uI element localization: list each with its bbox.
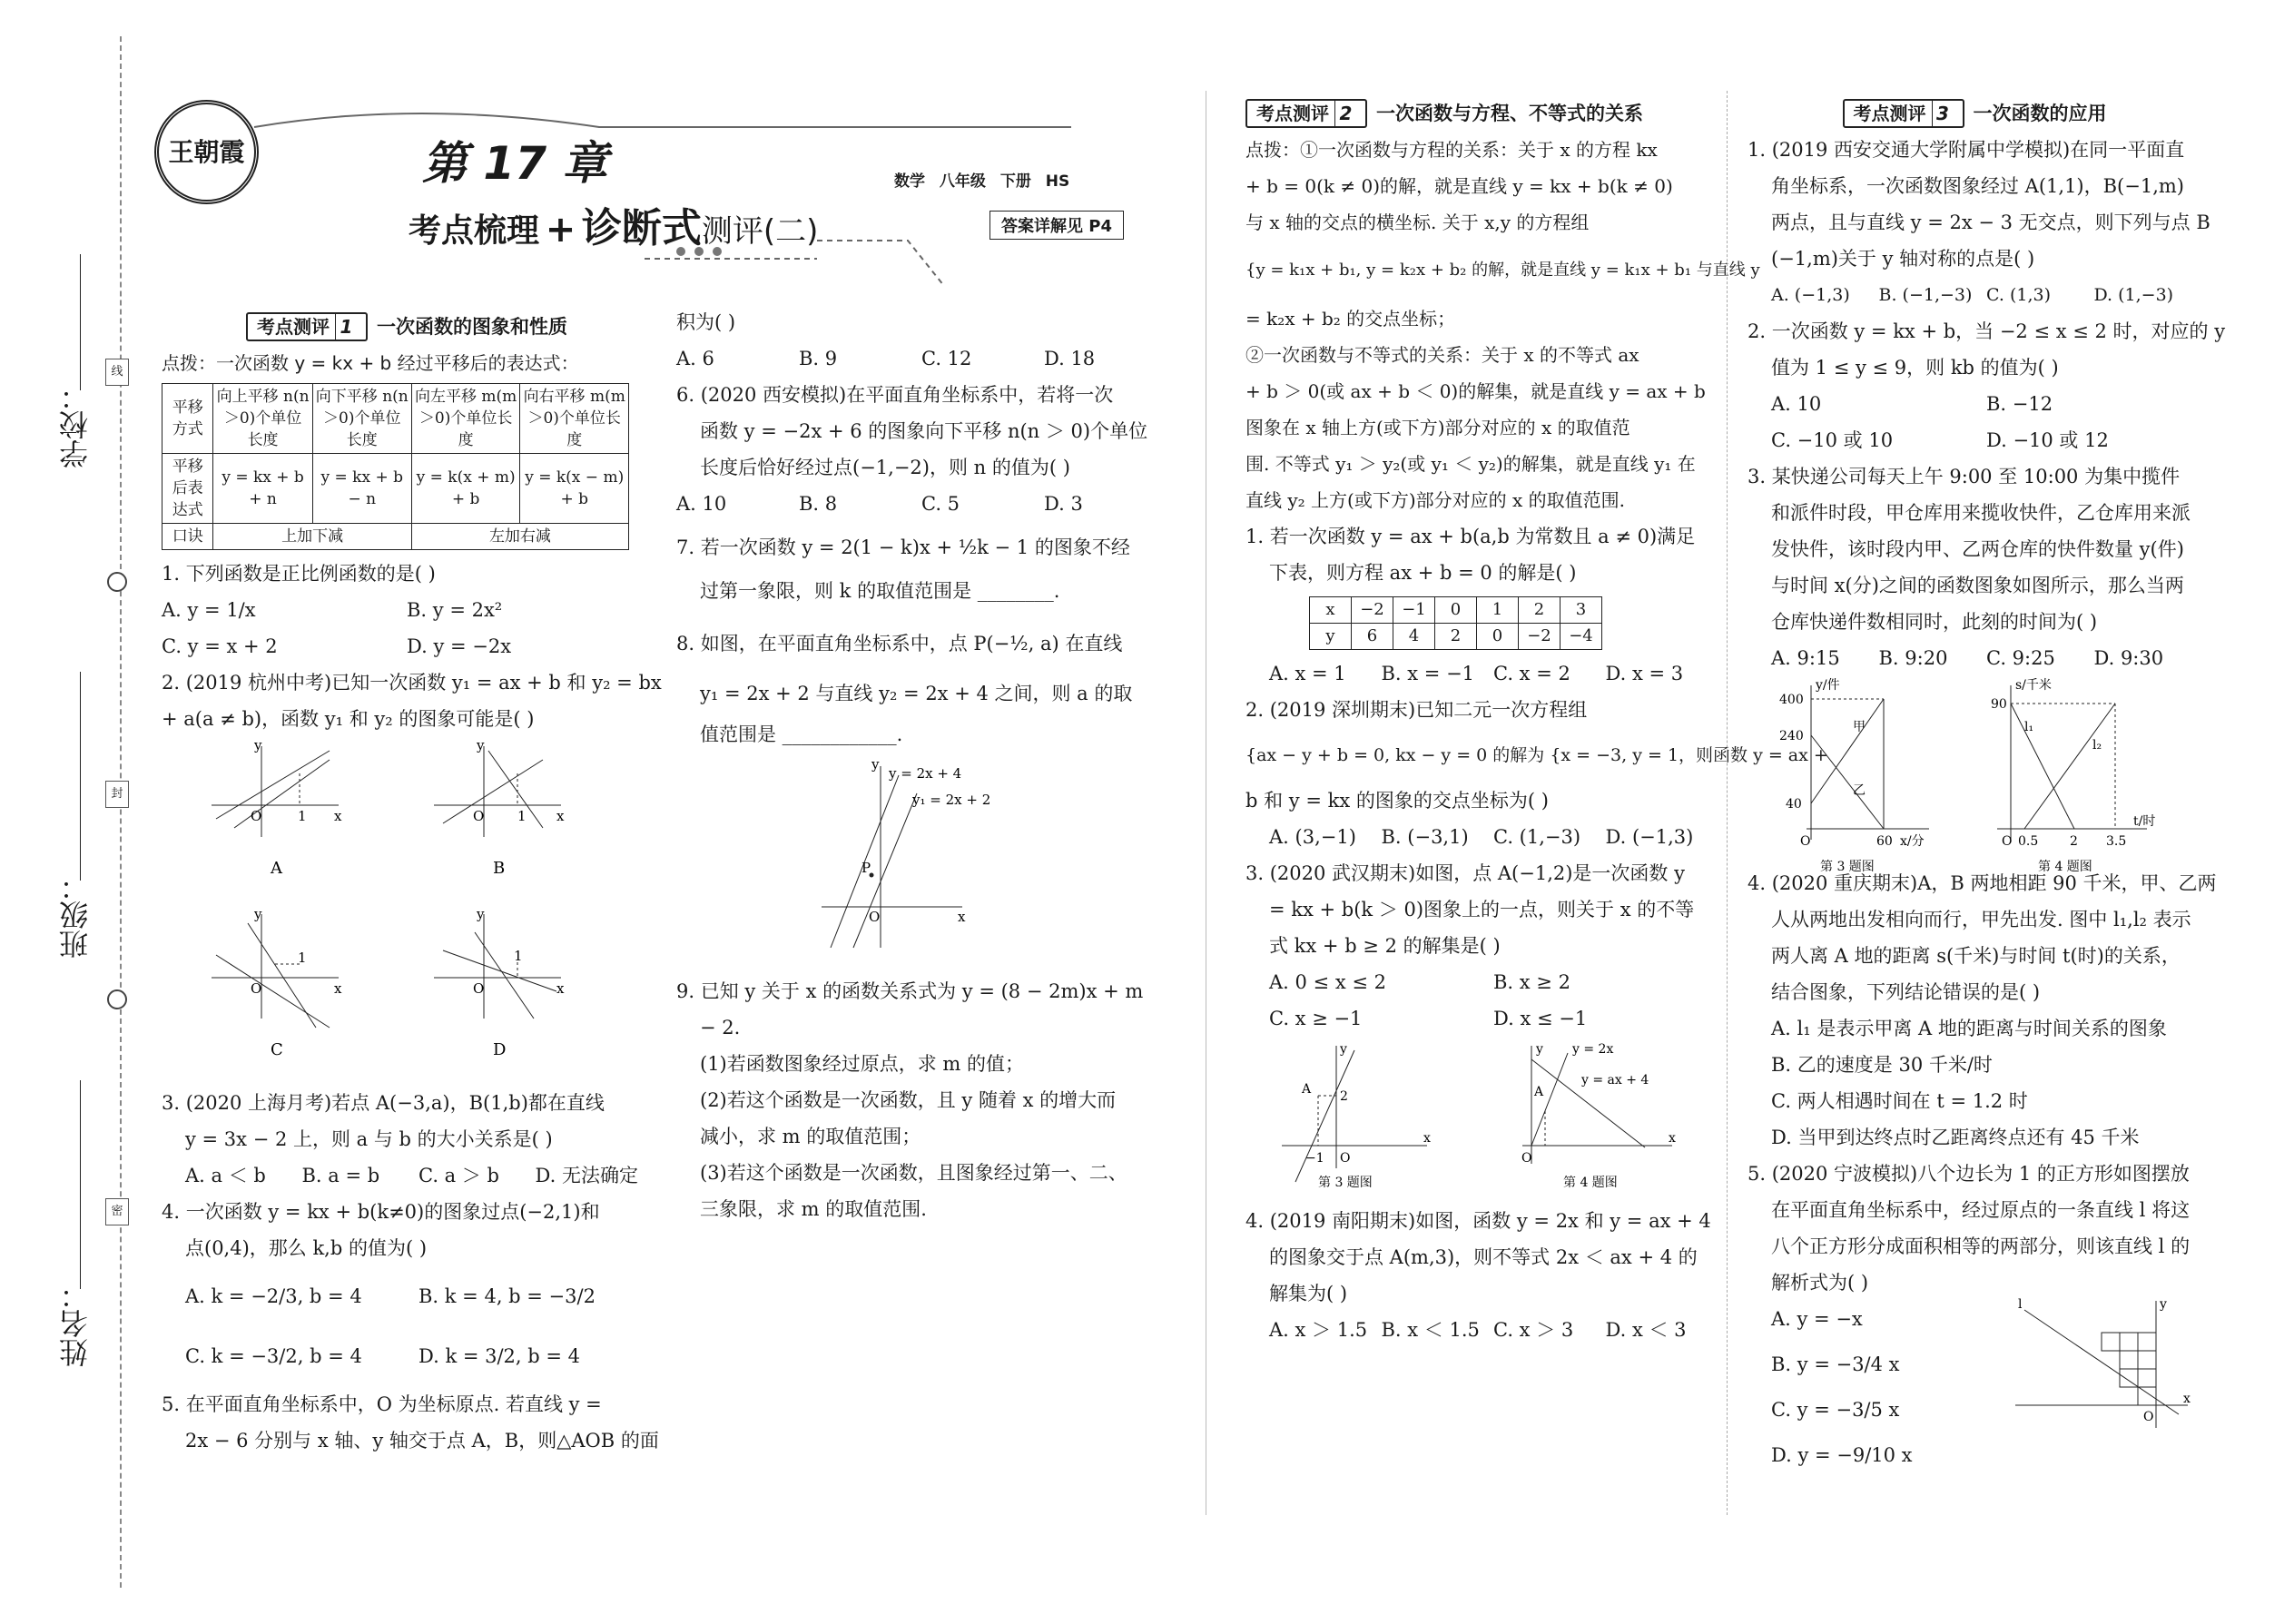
s2-q3-option-b[interactable]: B. x ≥ 2 xyxy=(1493,971,1570,993)
s3-q5-option-b[interactable]: B. y = −3/4 x xyxy=(1771,1353,1900,1375)
svg-text:1: 1 xyxy=(517,808,527,824)
s3-q2-options xyxy=(1748,386,2201,458)
fig-label: l xyxy=(2018,1297,2023,1312)
s3-q2-option-b[interactable]: B. −12 xyxy=(1986,393,2053,415)
q9-part3: (3)若这个函数是一次函数，且图象经过第一、二、 xyxy=(700,1162,1127,1184)
q5-stem: 5. 在平面直角坐标系中，O 为坐标原点. 若直线 y = xyxy=(162,1393,602,1415)
s2-q2-stem: b 和 y = kx 的图象的交点坐标为( ) xyxy=(1245,790,1549,812)
logo-text: 王朝霞 xyxy=(168,137,245,167)
fig-label: t/时 xyxy=(2133,814,2156,829)
table-cell: y = kx + b + n xyxy=(213,454,312,524)
svg-text:O: O xyxy=(251,808,262,824)
graph-c xyxy=(212,906,342,1059)
s2-q3-options xyxy=(1245,964,1718,1037)
table-cell: 平移方式 xyxy=(162,384,213,454)
q4-option-d[interactable]: D. k = 3/2, b = 4 xyxy=(418,1345,581,1367)
graph-label: B xyxy=(493,859,506,878)
graph-label: C xyxy=(271,1040,283,1059)
q1-options xyxy=(162,592,652,664)
title-plus: + xyxy=(545,209,576,251)
fig-label: O xyxy=(1340,1151,1351,1166)
table-cell: 1 xyxy=(1477,597,1519,624)
figure-3 xyxy=(1779,678,1929,874)
svg-text:O: O xyxy=(473,980,485,997)
s3-q1-option-a[interactable]: A. (−1,3) xyxy=(1771,285,1850,305)
s3-q2-stem: 2. 一次函数 y = kx + b，当 −2 ≤ x ≤ 2 时，对应的 y xyxy=(1748,320,2226,342)
s2-q3-option-d[interactable]: D. x ≤ −1 xyxy=(1493,1008,1588,1029)
table-cell: −2 xyxy=(1352,597,1393,624)
section-2-header xyxy=(1245,95,1718,132)
figure-4 xyxy=(1521,1042,1676,1190)
graph-label: D xyxy=(493,1040,507,1059)
q9-stem: 9. 已知 y 关于 x 的函数关系式为 y = (8 − 2m)x + m xyxy=(676,980,1144,1002)
q3-options xyxy=(162,1157,652,1194)
title-part2: 诊断式 xyxy=(581,205,702,251)
section-3-header xyxy=(1748,95,2201,132)
class-label: 班级： xyxy=(58,871,93,959)
q4-stem: 点(0,4)，那么 k,b 的值为( ) xyxy=(185,1237,428,1259)
s3-q5-area xyxy=(1748,1297,2201,1482)
s3-figures xyxy=(1748,676,2201,874)
s3-q5-stem: 解析式为( ) xyxy=(1771,1272,1869,1294)
q1-option-c[interactable]: C. y = x + 2 xyxy=(162,635,278,657)
fig-label: P xyxy=(861,860,871,876)
s3-q1-option-b[interactable]: B. (−1,−3) xyxy=(1878,285,1973,305)
s2-q1-table xyxy=(1309,596,1602,650)
binding-hole xyxy=(107,572,127,592)
q6-option-b[interactable]: B. 8 xyxy=(799,493,838,515)
title-part3: 测评(二) xyxy=(701,213,819,250)
s2-q4-option-a[interactable]: A. x ＞ 1.5 xyxy=(1269,1319,1368,1341)
q4-stem: 4. 一次函数 y = kx + b(k≠0)的图象过点(−2,1)和 xyxy=(162,1201,600,1223)
fig-label: x xyxy=(1423,1131,1431,1146)
s3-q1-option-c[interactable]: C. (1,3) xyxy=(1986,285,2051,305)
fig-label: 乙 xyxy=(1853,783,1866,798)
section-badge xyxy=(246,312,368,341)
tip-line: = k₂x + b₂ 的交点坐标； xyxy=(1245,308,1456,330)
tip-line: {y = k₁x + b₁, y = k₂x + b₂ 的解，就是直线 y = k₁x + b₁ 与直线 y xyxy=(1245,261,1760,280)
s3-q3-stem: 和派件时段，甲仓库用来揽收快件，乙仓库用来派 xyxy=(1771,502,2191,524)
s3-q3-option-d[interactable]: D. 9:30 xyxy=(2093,647,2164,669)
svg-text:y: y xyxy=(477,737,485,753)
table-cell: 向右平移 m(m＞0)个单位长度 xyxy=(520,384,629,454)
q5-option-d[interactable]: D. 18 xyxy=(1044,348,1096,369)
s3-q1-stem: 两点，且与直线 y = 2x − 3 无交点，则下列与点 B xyxy=(1771,212,2210,233)
fig-label: O xyxy=(1521,1151,1532,1166)
badge-text: 考点测评 xyxy=(1853,103,1926,124)
s2-q2-option-c[interactable]: C. (1,−3) xyxy=(1493,826,1581,848)
fig-label: 0.5 xyxy=(2018,834,2039,849)
section-title: 一次函数的图象和性质 xyxy=(377,316,567,338)
s3-q5-stem: 在平面直角坐标系中，经过原点的一条直线 l 将这 xyxy=(1771,1199,2191,1221)
fig-label: O xyxy=(1800,834,1811,849)
s2-q4-option-d[interactable]: D. x ＜ 3 xyxy=(1605,1319,1687,1341)
title-part1: 考点梳理 xyxy=(409,212,540,250)
fig-label: y/件 xyxy=(1816,678,1840,693)
s2-figures xyxy=(1245,1037,1718,1191)
fig-label: 90 xyxy=(1991,697,2007,712)
q2-stem: + a(a ≠ b)，函数 y₁ 和 y₂ 的图象可能是( ) xyxy=(162,708,535,730)
s2-q3-option-a[interactable]: A. 0 ≤ x ≤ 2 xyxy=(1269,971,1386,993)
tip-text: 点拨：一次函数 y = kx + b 经过平移后的表达式： xyxy=(162,352,579,374)
chapter-title: 第 17 章 xyxy=(422,137,608,190)
table-cell: 0 xyxy=(1477,624,1519,650)
q7-stem: 过第一象限，则 k 的取值范围是 ________. xyxy=(700,580,1060,602)
q8-stem: y₁ = 2x + 2 与直线 y₂ = 2x + 4 之间，则 a 的取 xyxy=(700,683,1133,704)
s3-q5-stem: 5. (2020 宁波模拟)八个边长为 1 的正方形如图摆放 xyxy=(1748,1163,2190,1185)
fig-label: O xyxy=(2143,1410,2154,1424)
tag-feng: 封 xyxy=(105,781,129,808)
s2-q4-option-c[interactable]: C. x ＞ 3 xyxy=(1493,1319,1574,1341)
fig-label: y = 2x + 4 xyxy=(889,765,962,782)
s3-q1-option-d[interactable]: D. (1,−3) xyxy=(2093,285,2174,305)
table-cell: y xyxy=(1310,624,1352,650)
s2-q3-stem: = kx + b(k ＞ 0)图象上的一点，则关于 x 的不等 xyxy=(1269,899,1695,920)
s3-q3-option-c[interactable]: C. 9:25 xyxy=(1986,647,2055,669)
s3-q3-stem: 发快件，该时段内甲、乙两仓库的快件数量 y(件) xyxy=(1771,538,2184,560)
svg-text:1: 1 xyxy=(298,950,307,966)
s2-q4-options xyxy=(1245,1312,1718,1348)
q6-option-c[interactable]: C. 5 xyxy=(921,493,960,515)
q1-option-d[interactable]: D. y = −2x xyxy=(407,635,512,657)
column-divider xyxy=(1727,91,1728,1515)
q2-stem: 2. (2019 杭州中考)已知一次函数 y₁ = ax + b 和 y₂ = bx xyxy=(162,672,662,694)
squares-graph xyxy=(2011,1292,2192,1437)
tip-line: 围. 不等式 y₁ ＞ y₂(或 y₁ ＜ y₂)的解集，就是直线 y₁ 在 xyxy=(1245,453,1696,475)
s3-q1-options xyxy=(1748,277,2201,313)
s3-q3-option-b[interactable]: B. 9:20 xyxy=(1878,647,1948,669)
svg-text:y: y xyxy=(477,906,485,922)
q3-option-d[interactable]: D. 无法确定 xyxy=(535,1165,638,1186)
fig-label: l₂ xyxy=(2092,738,2102,753)
q4-option-a[interactable]: A. k = −2/3, b = 4 xyxy=(185,1285,362,1307)
q8-stem: 8. 如图，在平面直角坐标系中，点 P(−½, a) 在直线 xyxy=(676,633,1123,655)
s2-q1-option-b[interactable]: B. x = −1 xyxy=(1381,663,1475,684)
q1-option-a[interactable]: A. y = 1/x xyxy=(162,599,256,621)
tip-block xyxy=(1245,132,1760,518)
fig-label: A xyxy=(1302,1082,1312,1097)
q4-option-c[interactable]: C. k = −3/2, b = 4 xyxy=(185,1345,362,1367)
q5-options xyxy=(676,340,1167,377)
fig-label: 240 xyxy=(1779,729,1804,743)
svg-text:1: 1 xyxy=(298,808,307,824)
fig-label: 2 xyxy=(2070,834,2078,849)
fig-label: x xyxy=(958,909,966,925)
svg-text:O: O xyxy=(251,980,262,997)
table-cell: 2 xyxy=(1435,624,1477,650)
q6-stem: 6. (2020 西安模拟)在平面直角坐标系中，若将一次 xyxy=(676,384,1114,406)
table-cell: 口诀 xyxy=(162,524,213,550)
class-field[interactable] xyxy=(80,672,81,881)
table-cell: 向下平移 n(n＞0)个单位长度 xyxy=(312,384,411,454)
svg-text:O: O xyxy=(473,808,485,824)
q1-option-b[interactable]: B. y = 2x² xyxy=(407,599,503,621)
s2-q3-stem: 式 kx + b ≥ 2 的解集是( ) xyxy=(1269,935,1501,957)
fig-label: y xyxy=(1340,1042,1347,1057)
svg-text:y: y xyxy=(254,737,262,753)
s2-q1-options xyxy=(1245,655,1718,692)
s2-q2-options xyxy=(1245,819,1718,855)
s3-q3-stem: 与时间 x(分)之间的函数图象如图所示，那么当两 xyxy=(1771,575,2184,596)
s3-q4-option-d[interactable]: D. 当甲到达终点时乙距离终点还有 45 千米 xyxy=(1771,1127,2140,1148)
table-cell: 6 xyxy=(1352,624,1393,650)
fig-caption: 第 3 题图 xyxy=(1820,860,1875,874)
q2-graphs xyxy=(162,737,634,1073)
page-title xyxy=(409,195,818,253)
fig-label: y = ax + 4 xyxy=(1581,1073,1649,1088)
q6-stem: 长度后恰好经过点(−1,−2)，则 n 的值为( ) xyxy=(700,457,1070,478)
table-cell: −4 xyxy=(1561,624,1602,650)
fig-label: 2 xyxy=(1340,1089,1348,1104)
s3-q3-stem: 3. 某快递公司每天上午 9:00 至 10:00 为集中揽件 xyxy=(1748,466,2181,487)
name-label: 姓名： xyxy=(58,1280,93,1367)
tip-line: ②一次函数与不等式的关系：关于 x 的不等式 ax xyxy=(1245,344,1639,366)
s2-q1-stem: 1. 若一次函数 y = ax + b(a,b 为常数且 a ≠ 0)满足 xyxy=(1245,526,1696,547)
fig-label: y xyxy=(1536,1042,1543,1057)
figure-4 xyxy=(1991,677,2155,874)
table-cell: 4 xyxy=(1393,624,1435,650)
s3-q4-option-b[interactable]: B. 乙的速度是 30 千米/时 xyxy=(1771,1054,1993,1076)
s3-q2-option-c[interactable]: C. −10 或 10 xyxy=(1771,429,1894,451)
s3-q2-option-a[interactable]: A. 10 xyxy=(1771,393,1822,415)
section-title: 一次函数的应用 xyxy=(1973,103,2107,124)
q4-options xyxy=(162,1266,652,1386)
q9-stem: − 2. xyxy=(700,1017,741,1038)
graph-a xyxy=(212,737,342,878)
q9-part2: (2)若这个函数是一次函数，且 y 随着 x 的增大而 xyxy=(700,1089,1117,1111)
svg-text:x: x xyxy=(556,980,565,997)
q3-stem: 3. (2020 上海月考)若点 A(−3,a)，B(1,b)都在直线 xyxy=(162,1092,605,1114)
subject-meta: 数学 八年级 下册 HS xyxy=(894,172,1070,191)
s3-q5-option-a[interactable]: A. y = −x xyxy=(1771,1308,1863,1330)
q5-stem: 积为( ) xyxy=(676,311,736,333)
svg-text:y: y xyxy=(254,906,262,922)
tip-line: + b = 0(k ≠ 0)的解，就是直线 y = kx + b(k ≠ 0) xyxy=(1245,175,1673,197)
badge-num: 2 xyxy=(1334,101,1356,126)
column-1 xyxy=(162,309,662,1459)
fig-caption: 第 4 题图 xyxy=(1563,1176,1618,1190)
s2-q1-stem: 下表，则方程 ax + b = 0 的解是( ) xyxy=(1269,562,1577,584)
graph-b xyxy=(434,737,565,878)
tag-mi: 密 xyxy=(105,1198,129,1225)
s2-q4-stem: 解集为( ) xyxy=(1269,1283,1348,1304)
s2-q1-option-c[interactable]: C. x = 2 xyxy=(1493,663,1570,684)
badge-text: 考点测评 xyxy=(257,316,330,338)
section-1-header xyxy=(162,309,652,345)
fig-label: 60 xyxy=(1876,834,1893,849)
q5-option-c[interactable]: C. 12 xyxy=(921,348,972,369)
fig-caption: 第 4 题图 xyxy=(2038,860,2092,874)
q3-option-c[interactable]: C. a ＞ b xyxy=(418,1165,499,1186)
figure-3 xyxy=(1282,1042,1431,1190)
badge-num: 3 xyxy=(1932,101,1954,126)
table-cell: −1 xyxy=(1393,597,1435,624)
fig-label: O xyxy=(869,909,881,925)
fig-label: −1 xyxy=(1305,1151,1324,1166)
table-cell: 左加右减 xyxy=(411,524,628,550)
q6-options xyxy=(676,486,1167,522)
s3-q4-stem: 结合图象，下列结论错误的是( ) xyxy=(1771,981,2041,1003)
s2-q2-option-d[interactable]: D. (−1,3) xyxy=(1605,826,1694,848)
translation-table xyxy=(162,383,629,550)
s3-q4-stem: 人从两地出发相向而行，甲先出发. 图中 l₁,l₂ 表示 xyxy=(1771,909,2191,930)
tip-line: 与 x 轴的交点的横坐标. 关于 x,y 的方程组 xyxy=(1245,212,1590,233)
s3-q4-option-c[interactable]: C. 两人相遇时间在 t = 1.2 时 xyxy=(1771,1090,2028,1112)
s3-q2-stem: 值为 1 ≤ y ≤ 9，则 kb 的值为( ) xyxy=(1771,357,2059,379)
cut-line xyxy=(120,36,122,1588)
answer-reference: 答案详解见 P4 xyxy=(989,211,1124,240)
q7-stem: 7. 若一次函数 y = 2(1 − k)x + ½k − 1 的图象不经 xyxy=(676,536,1130,558)
fig-caption: 第 3 题图 xyxy=(1318,1176,1373,1190)
s2-q1-option-d[interactable]: D. x = 3 xyxy=(1605,663,1684,684)
fig-label: y xyxy=(871,756,880,773)
s3-q4-stem: 4. (2020 重庆期末)A，B 两地相距 90 千米，甲、乙两 xyxy=(1748,872,2217,894)
q8-graph xyxy=(676,753,1167,961)
svg-text:x: x xyxy=(556,808,565,824)
table-cell: 3 xyxy=(1561,597,1602,624)
table-cell: x xyxy=(1310,597,1352,624)
q8-stem: 值范围是 ____________. xyxy=(700,723,903,745)
tip-line: 直线 y₂ 上方(或下方)部分对应的 x 的取值范围. xyxy=(1245,489,1625,511)
s3-q3-stem: 仓库快递件数相同时，此刻的时间为( ) xyxy=(1771,611,2098,633)
badge-num: 1 xyxy=(335,314,357,340)
tip-line: 点拨：①一次函数与方程的关系：关于 x 的方程 kx xyxy=(1245,139,1658,161)
q9-part1: (1)若函数图象经过原点，求 m 的值； xyxy=(700,1053,1025,1075)
s2-q4-stem: 的图象交于点 A(m,3)，则不等式 2x ＜ ax + 4 的 xyxy=(1269,1246,1698,1268)
s3-q5-option-d[interactable]: D. y = −9/10 x xyxy=(1771,1444,1913,1466)
table-cell: −2 xyxy=(1519,624,1561,650)
q5-option-a[interactable]: A. 6 xyxy=(676,348,714,369)
table-cell: 0 xyxy=(1435,597,1477,624)
column-4 xyxy=(1748,95,2226,1482)
fig-label: s/千米 xyxy=(2015,678,2052,693)
graph-label: A xyxy=(271,859,282,878)
fig-label: y xyxy=(2160,1297,2167,1312)
school-field[interactable] xyxy=(80,254,81,390)
fig-label: 40 xyxy=(1786,797,1802,812)
s3-q4-option-a[interactable]: A. l₁ 是表示甲离 A 地的距离与时间关系的图象 xyxy=(1771,1018,2167,1039)
fig-label: y = 2x xyxy=(1572,1042,1614,1057)
table-cell: 平移后表达式 xyxy=(162,454,213,524)
table-cell: 向上平移 n(n＞0)个单位长度 xyxy=(213,384,312,454)
logo xyxy=(154,100,259,204)
q3-option-a[interactable]: A. a ＜ b xyxy=(185,1165,266,1186)
fig-label: 甲 xyxy=(1853,720,1866,734)
q9-part3: 三象限，求 m 的取值范围. xyxy=(700,1198,927,1220)
fig-label: l₁ xyxy=(2024,720,2034,734)
s3-q4-stem: 两人离 A 地的距离 s(千米)与时间 t(时)的关系， xyxy=(1771,945,2181,967)
s2-q3-stem: 3. (2020 武汉期末)如图，点 A(−1,2)是一次函数 y xyxy=(1245,862,1685,884)
q5-stem: 2x − 6 分别与 x 轴、y 轴交于点 A，B，则△AOB 的面 xyxy=(185,1430,659,1452)
section-badge xyxy=(1843,99,1964,128)
s2-q1-option-a[interactable]: A. x = 1 xyxy=(1269,663,1346,684)
fig-label: x xyxy=(1669,1131,1676,1146)
q3-option-b[interactable]: B. a = b xyxy=(301,1165,380,1186)
table-cell: y = kx + b − n xyxy=(312,454,411,524)
school-label: 学校： xyxy=(58,381,93,468)
s2-q2-stem: {ax − y + b = 0, kx − y = 0 的解为 {x = −3, y = 1，则函数 y = ax + xyxy=(1245,745,1828,765)
svg-text:1: 1 xyxy=(514,948,523,964)
s2-q2-option-b[interactable]: B. (−3,1) xyxy=(1381,826,1469,848)
q3-stem: y = 3x − 2 上，则 a 与 b 的大小关系是( ) xyxy=(185,1128,553,1150)
q5-option-b[interactable]: B. 9 xyxy=(799,348,838,369)
tip-line: + b ＞ 0(或 ax + b ＜ 0)的解集，就是直线 y = ax + b xyxy=(1245,380,1706,402)
s3-q1-stem: 1. (2019 西安交通大学附属中学模拟)在同一平面直 xyxy=(1748,139,2185,161)
fig-label: A xyxy=(1534,1085,1544,1099)
fig-label: x/分 xyxy=(1900,834,1925,849)
table-cell: y = k(x + m) + b xyxy=(411,454,520,524)
q1-stem: 1. 下列函数是正比例函数的是( ) xyxy=(162,563,436,585)
column-2 xyxy=(676,304,1167,1227)
fig-label: O xyxy=(2002,834,2013,849)
s2-q3-option-c[interactable]: C. x ≥ −1 xyxy=(1269,1008,1363,1029)
badge-text: 考点测评 xyxy=(1256,103,1329,124)
s2-q4-option-b[interactable]: B. x ＜ 1.5 xyxy=(1381,1319,1480,1341)
table-cell: 上加下减 xyxy=(213,524,411,550)
q6-option-a[interactable]: A. 10 xyxy=(676,493,727,515)
s3-q2-option-d[interactable]: D. −10 或 12 xyxy=(1986,429,2109,451)
binding-hole xyxy=(107,989,127,1009)
s3-q1-stem: (−1,m)关于 y 轴对称的点是( ) xyxy=(1771,248,2035,270)
fig-label: y₁ = 2x + 2 xyxy=(912,792,991,808)
s2-q2-stem: 2. (2019 深圳期末)已知二元一次方程组 xyxy=(1245,699,1588,721)
s2-q2-option-a[interactable]: A. (3,−1) xyxy=(1269,826,1356,848)
s3-q3-option-a[interactable]: A. 9:15 xyxy=(1771,647,1840,669)
tag-xian: 线 xyxy=(105,359,129,386)
section-title: 一次函数与方程、不等式的关系 xyxy=(1376,103,1643,124)
graph-d xyxy=(434,906,565,1059)
fig-label: 3.5 xyxy=(2106,834,2127,849)
s3-q5-stem: 八个正方形分成面积相等的两部分，则该直线 l 的 xyxy=(1771,1235,2191,1257)
fig-label: 400 xyxy=(1779,693,1804,707)
table-cell: y = k(x − m) + b xyxy=(520,454,629,524)
s3-q5-option-c[interactable]: C. y = −3/5 x xyxy=(1771,1399,1900,1421)
svg-text:x: x xyxy=(334,808,342,824)
q6-option-d[interactable]: D. 3 xyxy=(1044,493,1083,515)
tip-line: 图象在 x 轴上方(或下方)部分对应的 x 的取值范 xyxy=(1245,417,1630,438)
fig-label: x xyxy=(2183,1392,2191,1406)
q6-stem: 函数 y = −2x + 6 的图象向下平移 n(n ＞ 0)个单位 xyxy=(700,420,1148,442)
q9-part2: 减小，求 m 的取值范围； xyxy=(700,1126,921,1147)
s3-q3-options xyxy=(1748,640,2201,676)
table-cell: 向左平移 m(m＞0)个单位长度 xyxy=(411,384,520,454)
s3-q1-stem: 角坐标系，一次函数图象经过 A(1,1)，B(−1,m) xyxy=(1771,175,2184,197)
section-badge xyxy=(1245,99,1367,128)
s2-q4-stem: 4. (2019 南阳期末)如图，函数 y = 2x 和 y = ax + 4 xyxy=(1245,1210,1711,1232)
name-field[interactable] xyxy=(80,1080,81,1289)
table-cell: 2 xyxy=(1519,597,1561,624)
q4-option-b[interactable]: B. k = 4, b = −3/2 xyxy=(418,1285,596,1307)
svg-text:x: x xyxy=(334,980,342,997)
